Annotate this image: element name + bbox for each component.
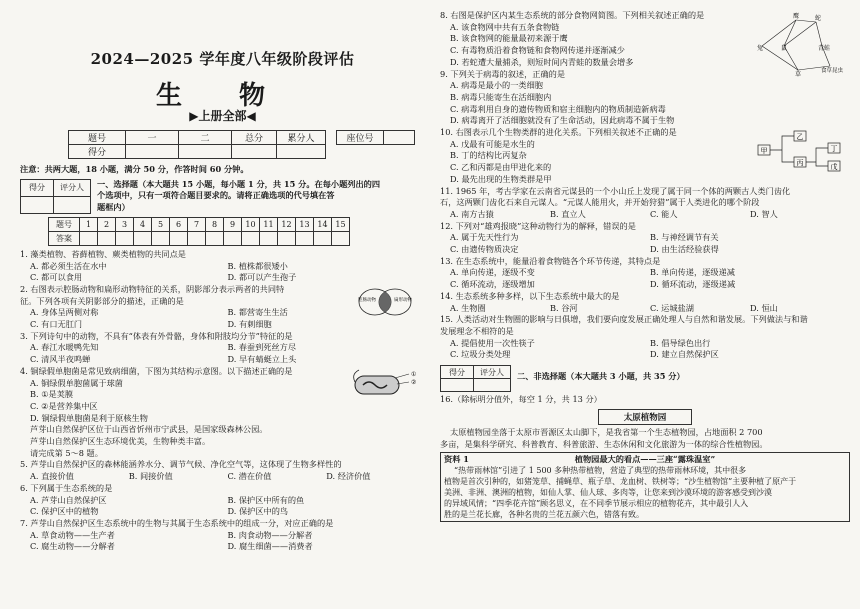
option-row <box>440 338 850 350</box>
answer-option[interactable]: B. 倡导绿色出行 <box>650 337 711 348</box>
score-area <box>20 130 425 164</box>
answer-option[interactable]: D. 早有蜻蜓立上头 <box>227 354 297 365</box>
option-row <box>20 319 425 331</box>
question-stem: 6. 下列属于生态系统的是 <box>20 482 113 493</box>
food-web-node: 蛇 <box>814 15 822 22</box>
option-row <box>440 104 704 116</box>
option-row <box>440 279 850 291</box>
grader-label: 得分 <box>441 366 474 379</box>
question-stem: 4. 铜绿假单胞菌是常见致病细菌，下图为其结构示意图。以下描述正确的是 <box>20 365 293 376</box>
exam-scope: ▶上册全部◀ <box>189 109 256 123</box>
answer-option[interactable]: A. 生物圈 <box>450 302 486 313</box>
answer-header-row <box>49 217 350 231</box>
answer-option[interactable]: A. 铜绿假单胞菌属于球菌 <box>30 377 123 388</box>
left-questions-2 <box>20 459 425 553</box>
material-label: 资料 1 <box>444 454 469 465</box>
question-block <box>20 284 425 331</box>
answer-option[interactable]: D. 智人 <box>750 208 778 219</box>
answer-header-cell: 10 <box>242 217 260 231</box>
answer-input-cell[interactable] <box>98 231 116 245</box>
answer-option[interactable]: B. 春蚕到死丝方尽 <box>227 342 297 353</box>
question-stem: 2. 右图表示腔肠动物和扁形动物特征的关系，阴影部分表示两者的共同特 <box>20 283 285 294</box>
answer-option[interactable]: C. 潜在价值 <box>227 471 272 482</box>
answer-option[interactable]: D. 都可以产生孢子 <box>227 272 297 283</box>
option-row <box>440 57 704 69</box>
answer-option[interactable]: D. 病毒离开了活细胞就没有了生命活动，因此病毒不属于生物 <box>450 115 675 126</box>
evo-branch <box>770 136 794 162</box>
venn-label-left: 腔肠动物 <box>358 297 376 303</box>
material-line: “热带雨林馆”引进了 1 500 多种热带植物，营造了典型的热带雨林环境，其中很多 <box>454 466 747 476</box>
answer-input-cell[interactable] <box>188 231 206 245</box>
answer-option[interactable]: B. ①是荚膜 <box>30 389 74 400</box>
answer-option[interactable]: D. 铜绿假单胞菌是利于原核生物 <box>30 412 148 423</box>
food-web-node: 青蛙 <box>817 45 831 52</box>
question-block <box>440 69 850 128</box>
section2-header <box>440 365 850 392</box>
answer-option[interactable]: D. 循环流动，逐级递减 <box>650 279 736 290</box>
question-stem: 8. 右图是保护区内某生态系统的部分食物网简图。下列相关叙述正确的是 <box>440 10 705 20</box>
answer-option[interactable]: D. 最先出现的生物类群是甲 <box>450 173 552 184</box>
food-web-link <box>796 20 816 22</box>
question-block <box>20 459 425 482</box>
answer-header-cell: 6 <box>170 217 188 231</box>
option-row <box>440 232 850 244</box>
left-questions <box>20 249 425 425</box>
score-input-cell[interactable] <box>232 145 277 159</box>
option-row <box>20 389 281 401</box>
question-stem: 10. 右图表示几个生物类群的进化关系。下列相关叙述不正确的是 <box>440 127 677 138</box>
food-web-node: 鹰 <box>792 13 800 20</box>
answer-input-cell[interactable] <box>278 231 296 245</box>
exam-notice: 注意：共两大题，18 小题，满分 50 分，作答时间 60 分钟。 <box>20 164 249 174</box>
option-row <box>440 267 850 279</box>
option-row <box>20 354 425 366</box>
answer-table <box>48 217 350 246</box>
answer-option[interactable]: B. 植株都很矮小 <box>227 260 288 271</box>
food-web-node: 草 <box>794 71 802 78</box>
option-row <box>20 401 281 413</box>
answer-option[interactable]: C. 运城盐湖 <box>650 302 694 313</box>
score-cell: 得分 <box>69 145 126 159</box>
answer-option[interactable]: D. 建立自然保护区 <box>650 349 719 360</box>
answer-header-cell: 8 <box>206 217 224 231</box>
option-row <box>440 162 704 174</box>
bacterium-diagram <box>349 368 419 404</box>
right-questions <box>440 10 850 361</box>
answer-option[interactable]: C. 都可以食用 <box>30 272 83 283</box>
question-stem: 13. 在生态系统中，能量沿着食物链各个环节传递，其特点是 <box>440 255 661 266</box>
option-row <box>20 261 425 273</box>
grader-input-cell[interactable] <box>54 196 91 213</box>
answer-header-cell: 4 <box>134 217 152 231</box>
question-stem: 9. 下列关于病毒的叙述，正确的是 <box>440 68 566 79</box>
answer-input-cell[interactable] <box>134 231 152 245</box>
score-cell: 累分人 <box>277 131 326 145</box>
question-stem: 石，这两颗门齿化石来自元谋人。“元谋人能用火，并开始狩猎”属于人类进化的哪个阶段 <box>440 197 760 208</box>
question-block <box>440 186 850 221</box>
answer-input-row <box>49 231 350 245</box>
section1-instructions <box>97 179 425 214</box>
answer-option[interactable]: A. 春江水暖鸭先知 <box>30 342 99 353</box>
option-row <box>440 80 704 92</box>
garden-title-box: 太原植物园 <box>598 409 692 425</box>
answer-option[interactable]: C. 腐生动物——分解者 <box>30 541 115 552</box>
answer-option[interactable]: A. 都必须生活在水中 <box>30 260 107 271</box>
answer-option[interactable]: B. 都营寄生生活 <box>227 307 288 318</box>
option-row <box>20 541 425 553</box>
score-input-cell[interactable] <box>126 145 179 159</box>
question-stem: 14. 生态系统多种多样，以下生态系统中最大的是 <box>440 290 620 301</box>
option-row <box>440 244 850 256</box>
question-block <box>20 518 425 553</box>
answer-input-cell[interactable] <box>206 231 224 245</box>
score-cell: 二 <box>179 131 232 145</box>
option-row <box>440 303 850 315</box>
answer-header-cell: 13 <box>296 217 314 231</box>
score-input-cell[interactable] <box>179 145 232 159</box>
venn-label-right: 扁形动物 <box>394 297 412 303</box>
left-column <box>20 10 425 553</box>
answer-option[interactable]: C. 有口无肛门 <box>30 319 83 330</box>
grader-label: 评分人 <box>474 366 511 379</box>
answer-option[interactable]: A. 该食物网中共有五条食物链 <box>450 21 560 32</box>
question-block <box>20 366 425 425</box>
answer-option[interactable]: A. 单向传递，逐级不变 <box>450 267 535 278</box>
answer-option[interactable]: C. ②是营养集中区 <box>30 400 98 411</box>
answer-option[interactable]: C. 保护区中的植物 <box>30 506 99 517</box>
venn-diagram <box>353 284 417 320</box>
answer-option[interactable]: C. 乙和丙都是由甲进化来的 <box>450 162 552 173</box>
option-row <box>440 45 704 57</box>
answer-option[interactable]: A. 南方古猿 <box>450 208 494 219</box>
question-stem: 7. 芦芽山自然保护区生态系统中的生物与其属于生态系统中的组成一分，对应正确的是 <box>20 517 334 528</box>
option-row <box>20 506 425 518</box>
answer-option[interactable]: B. 与神经调节有关 <box>650 232 719 243</box>
answer-option[interactable]: C. 由遗传物质决定 <box>450 244 519 255</box>
option-row <box>20 530 425 542</box>
score-cell: 题号 <box>69 131 126 145</box>
section1-header <box>20 179 425 214</box>
answer-option[interactable]: A. 身体呈两侧对称 <box>30 307 99 318</box>
score-table <box>68 130 326 159</box>
answer-option[interactable]: A. 直接价值 <box>30 471 74 482</box>
answer-option[interactable]: D. 由生活经验获得 <box>650 244 719 255</box>
answer-header-cell: 题号 <box>49 217 80 231</box>
answer-option[interactable]: C. 能人 <box>650 208 678 219</box>
q16-intro-line: 多亩，是集科学研究、科普教育、科普旅游、生态休闲和文化旅游为一体的综合性植物园。 <box>440 438 768 449</box>
answer-input-cell[interactable] <box>260 231 278 245</box>
answer-option[interactable]: B. 单向传递，逐级递减 <box>650 267 735 278</box>
food-web-link <box>816 22 822 46</box>
answer-option[interactable]: D. 有刺细胞 <box>227 319 272 330</box>
option-row <box>440 33 704 45</box>
answer-header-cell: 7 <box>188 217 206 231</box>
exam-title: 2024—2025 学年度八年级阶段评估 <box>90 50 355 68</box>
option-row <box>20 471 425 483</box>
answer-row-label: 答案 <box>49 231 80 245</box>
material-spacer <box>806 454 846 465</box>
evo-branch <box>806 148 828 166</box>
answer-input-cell[interactable] <box>296 231 314 245</box>
label-line-1 <box>395 374 409 378</box>
score-cell: 总分 <box>232 131 277 145</box>
option-row <box>440 174 704 186</box>
question-block <box>20 331 425 366</box>
answer-option[interactable]: C. 清风半夜鸣蝉 <box>30 354 91 365</box>
answer-option[interactable]: C. 有毒物质沿着食物链和食物网传递并逐渐减少 <box>450 45 625 56</box>
answer-option[interactable]: D. 若蛇遭大量捕杀，则短时间内青蛙的数量会增多 <box>450 56 634 67</box>
answer-option[interactable]: A. 芦芽山自然保护区 <box>30 494 107 505</box>
answer-input-cell[interactable] <box>80 231 98 245</box>
question-block <box>20 249 425 284</box>
answer-header-cell: 2 <box>98 217 116 231</box>
answer-option[interactable]: B. 肉食动物——分解者 <box>227 529 313 540</box>
material-box <box>440 452 850 522</box>
question-stem: 1. 藻类植物、苔藓植物、蕨类植物的共同点是 <box>20 248 186 259</box>
answer-option[interactable]: B. 保护区中所有的鱼 <box>227 494 305 505</box>
venn-shaded-overlap <box>379 292 391 312</box>
option-row <box>440 349 850 361</box>
option-row <box>20 378 281 390</box>
cell-label-2: ② <box>411 378 417 386</box>
answer-header-cell: 12 <box>278 217 296 231</box>
food-web-node: 兔 <box>756 45 764 52</box>
cell-label-1: ① <box>411 370 417 378</box>
answer-option[interactable]: B. 谷河 <box>550 302 578 313</box>
section2-title: 二、非选择题（本大题共 3 小题，共 35 分） <box>517 371 685 382</box>
section1-line: 题框内） <box>97 202 130 213</box>
answer-input-cell[interactable] <box>224 231 242 245</box>
answer-header-cell: 3 <box>116 217 134 231</box>
material-header <box>444 454 846 465</box>
answer-header-cell: 11 <box>260 217 278 231</box>
question-stem: 征。下列各项有关阴影部分的描述，正确的是 <box>20 295 184 306</box>
answer-header-cell: 9 <box>224 217 242 231</box>
score-input-cell[interactable] <box>277 145 326 159</box>
answer-input-cell[interactable] <box>116 231 134 245</box>
option-row <box>20 413 281 425</box>
answer-input-cell[interactable] <box>152 231 170 245</box>
right-column <box>440 10 850 522</box>
grader-input-cell[interactable] <box>474 379 511 392</box>
answer-option[interactable]: B. 该食物网的能量最初来源于鹰 <box>450 33 568 44</box>
answer-option[interactable]: D. 腐生细菌——消费者 <box>227 541 313 552</box>
answer-option[interactable]: A. 属于先天性行为 <box>450 232 519 243</box>
evo-label: 戊 <box>830 163 838 172</box>
bacterium-body <box>355 376 399 394</box>
grader-input-cell[interactable] <box>441 379 474 392</box>
food-web-node: 食草昆虫 <box>820 68 844 74</box>
answer-input-cell[interactable] <box>332 231 350 245</box>
grader-table-2 <box>440 365 511 392</box>
question-stem: 3. 下列诗句中的动物，不具有“体表有外骨骼，身体和附肢均分节”特征的是 <box>20 330 293 341</box>
question-block <box>440 127 850 186</box>
option-row <box>440 92 704 104</box>
option-row <box>440 150 704 162</box>
answer-header-cell: 14 <box>314 217 332 231</box>
answer-option[interactable]: D. 恒山 <box>750 302 778 313</box>
score-cell: 一 <box>126 131 179 145</box>
answer-option[interactable]: A. 提倡使用一次性筷子 <box>450 337 535 348</box>
question-block <box>20 483 425 518</box>
reading-line: 请完成第 5～8 题。 <box>30 447 103 458</box>
answer-option[interactable]: B. 病毒只能寄生在活细胞内 <box>450 91 552 102</box>
question-block <box>440 256 850 291</box>
question-stem: 5. 芦芽山自然保护区的森林能涵养水分、调节气候、净化空气等，这体现了生物多样性的 <box>20 459 342 470</box>
question-block <box>440 221 850 256</box>
evo-label: 乙 <box>796 133 804 142</box>
seat-input-cell[interactable] <box>384 131 415 145</box>
option-row <box>440 115 704 127</box>
answer-header-cell: 1 <box>80 217 98 231</box>
evo-label: 丙 <box>796 159 804 168</box>
answer-option[interactable]: C. 循环流动，逐级增加 <box>450 279 535 290</box>
food-web-node: 鼠 <box>780 45 788 52</box>
option-row <box>20 272 425 284</box>
material-line: 胜的是兰花长廊，各种名贵的兰花五颜六色，错落有致。 <box>444 510 644 520</box>
answer-header-cell: 5 <box>152 217 170 231</box>
seat-label: 座位号 <box>337 131 384 145</box>
answer-option[interactable]: B. 间接价值 <box>128 471 173 482</box>
material-line: 植物是首次引种的，如猪笼草、捕蝇草、瓶子草、龙血树、铁树等；“沙生植物馆”主要种植了原产于 <box>444 477 797 487</box>
material-line: 的异域风情；“四季花卉馆”顾名思义，在不同季节展示相应的植物花卉，其中最引人入 <box>444 499 749 509</box>
answer-input-cell[interactable] <box>170 231 188 245</box>
evo-label: 甲 <box>760 147 768 156</box>
q16-title: 16.（除标明分值外，每空 1 分，共 13 分） <box>440 394 602 405</box>
grader-label: 评分人 <box>54 179 91 196</box>
answer-option[interactable]: A. 病毒是最小的一类细胞 <box>450 80 543 91</box>
answer-header-cell: 15 <box>332 217 350 231</box>
option-row <box>440 22 704 34</box>
grader-label: 得分 <box>21 179 54 196</box>
evolution-diagram <box>756 127 844 177</box>
question-stem: 12. 下列对“雄鸡报晓”这种动物行为的解释，错误的是 <box>440 220 636 231</box>
food-web-link <box>784 20 796 46</box>
material-lines <box>444 465 846 520</box>
option-row <box>440 139 704 151</box>
section1-line: 一、选择题（本大题共 15 小题，每小题 1 分，共 15 分。在每小题列出的四 <box>97 178 381 189</box>
evo-label: 丁 <box>830 145 838 154</box>
answer-option[interactable]: B. 直立人 <box>550 208 586 219</box>
question-stem: 11. 1965 年，考古学家在云南省元谋县的一个小山丘上发现了属于同一个体的两颗古人类门齿化 <box>440 185 791 196</box>
question-stem: 15. 人类活动对生物圈的影响与日俱增，我们要向度发展正确处理人与自然和谐发展。下列做法与和谐 <box>440 314 808 325</box>
seat-table <box>336 130 415 145</box>
material-title: 植物园最大的看点——三座“露珠温室” <box>574 454 716 465</box>
option-row <box>20 342 425 354</box>
answer-option[interactable]: D. 经济价值 <box>326 471 371 482</box>
food-web-link <box>762 20 796 46</box>
subject-title: 生 物 <box>155 81 290 111</box>
answer-option[interactable]: A. 草食动物——生产者 <box>30 529 115 540</box>
reading-line: 芦芽山自然保护区生态环境优美，生物种类丰富。 <box>30 436 211 447</box>
question-block <box>440 314 850 361</box>
material-line: 美洲、非洲、澳洲的植物，如仙人掌、仙人球、多肉等，让您来到沙漠环境的游客感受到沙漠 <box>444 488 772 498</box>
answer-input-cell[interactable] <box>242 231 260 245</box>
question-stem: 发展理念不相符的是 <box>440 325 514 336</box>
answer-option[interactable]: A. 戊最有可能是水生的 <box>450 138 535 149</box>
grader-table <box>20 179 91 214</box>
answer-option[interactable]: C. 病毒利用自身的遗传物质和宿主细胞内的物质制造新病毒 <box>450 103 666 114</box>
grader-input-cell[interactable] <box>21 196 54 213</box>
option-row <box>440 209 850 221</box>
q16-intro-line: 太原植物园坐落于太原市晋源区太山脚下，是我省第一个生态植物园，占地面积 2 700 <box>450 426 763 437</box>
answer-option[interactable]: D. 保护区中的鸟 <box>227 506 289 517</box>
reading-passage <box>20 424 425 459</box>
answer-option[interactable]: B. 丁的结构比丙复杂 <box>450 150 527 161</box>
section1-line: 个选项中，只有一项符合题目要求的。请将正确选项的代号填在答 <box>97 190 335 201</box>
answer-option[interactable]: C. 垃圾分类处理 <box>450 349 511 360</box>
option-row <box>20 495 425 507</box>
answer-input-cell[interactable] <box>314 231 332 245</box>
question-block <box>440 291 850 314</box>
reading-line: 芦芽山自然保护区位于山西省忻州市宁武县，是国家级森林公园。 <box>30 424 268 435</box>
